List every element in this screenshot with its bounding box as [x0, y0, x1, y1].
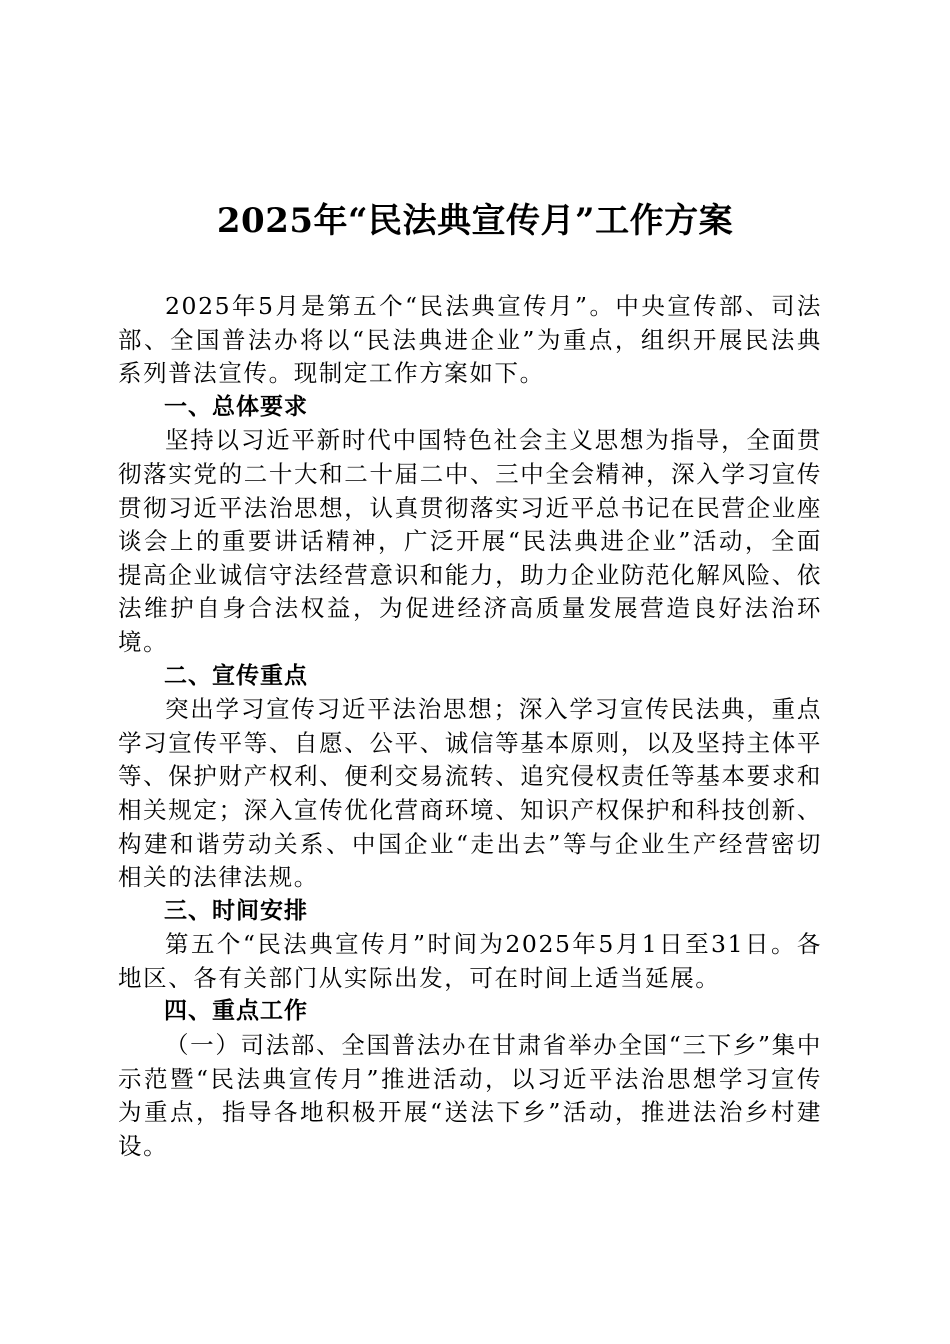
section-paragraph: 突出学习宣传习近平法治思想；深入学习宣传民法典，重点学习宣传平等、自愿、公平、诚信等基本原则，以及坚持主体平等、保护财产权利、便利交易流转、追究侵权责任等基本要求和相关规定；深入宣传优化营商环境、知识产权保护和科技创新、构建和谐劳动关系、中国企业“走出去”等与企业生产经营密切相关的法律法规。 [118, 695, 822, 892]
section-heading: 三、时间安排 [164, 897, 308, 924]
section-heading: 一、总体要求 [164, 393, 308, 420]
document-body [118, 290, 822, 1163]
section-schedule [118, 895, 822, 996]
section-heading: 二、宣传重点 [164, 662, 308, 689]
section-heading: 四、重点工作 [164, 998, 308, 1025]
section-key-work [118, 995, 822, 1163]
intro-paragraph: 2025年5月是第五个“民法典宣传月”。中央宣传部、司法部、全国普法办将以“民法典进企业”为重点，组织开展民法典系列普法宣传。现制定工作方案如下。 [118, 292, 822, 388]
document-title: 2025年“民法典宣传月”工作方案 [216, 201, 734, 241]
section-publicity-focus [118, 660, 822, 895]
section-paragraph: 坚持以习近平新时代中国特色社会主义思想为指导，全面贯彻落实党的二十大和二十届二中、三中全会精神，深入学习宣传贯彻习近平法治思想，认真贯彻落实习近平总书记在民营企业座谈会上的重要讲话精神，广泛开展“民法典进企业”活动，全面提高企业诚信守法经营意识和能力，助力企业防范化解风险、依法维护自身合法权益，为促进经济高质量发展营造良好法治环境。 [118, 426, 822, 656]
section-paragraph: （一）司法部、全国普法办在甘肃省举办全国“三下乡”集中示范暨“民法典宣传月”推进活动，以习近平法治思想学习宣传为重点，指导各地积极开展“送法下乡”活动，推进法治乡村建设。 [118, 1031, 822, 1160]
section-general-requirements [118, 391, 822, 660]
section-paragraph: 第五个“民法典宣传月”时间为2025年5月1日至31日。各地区、各有关部门从实际出发，可在时间上适当延展。 [118, 930, 822, 992]
